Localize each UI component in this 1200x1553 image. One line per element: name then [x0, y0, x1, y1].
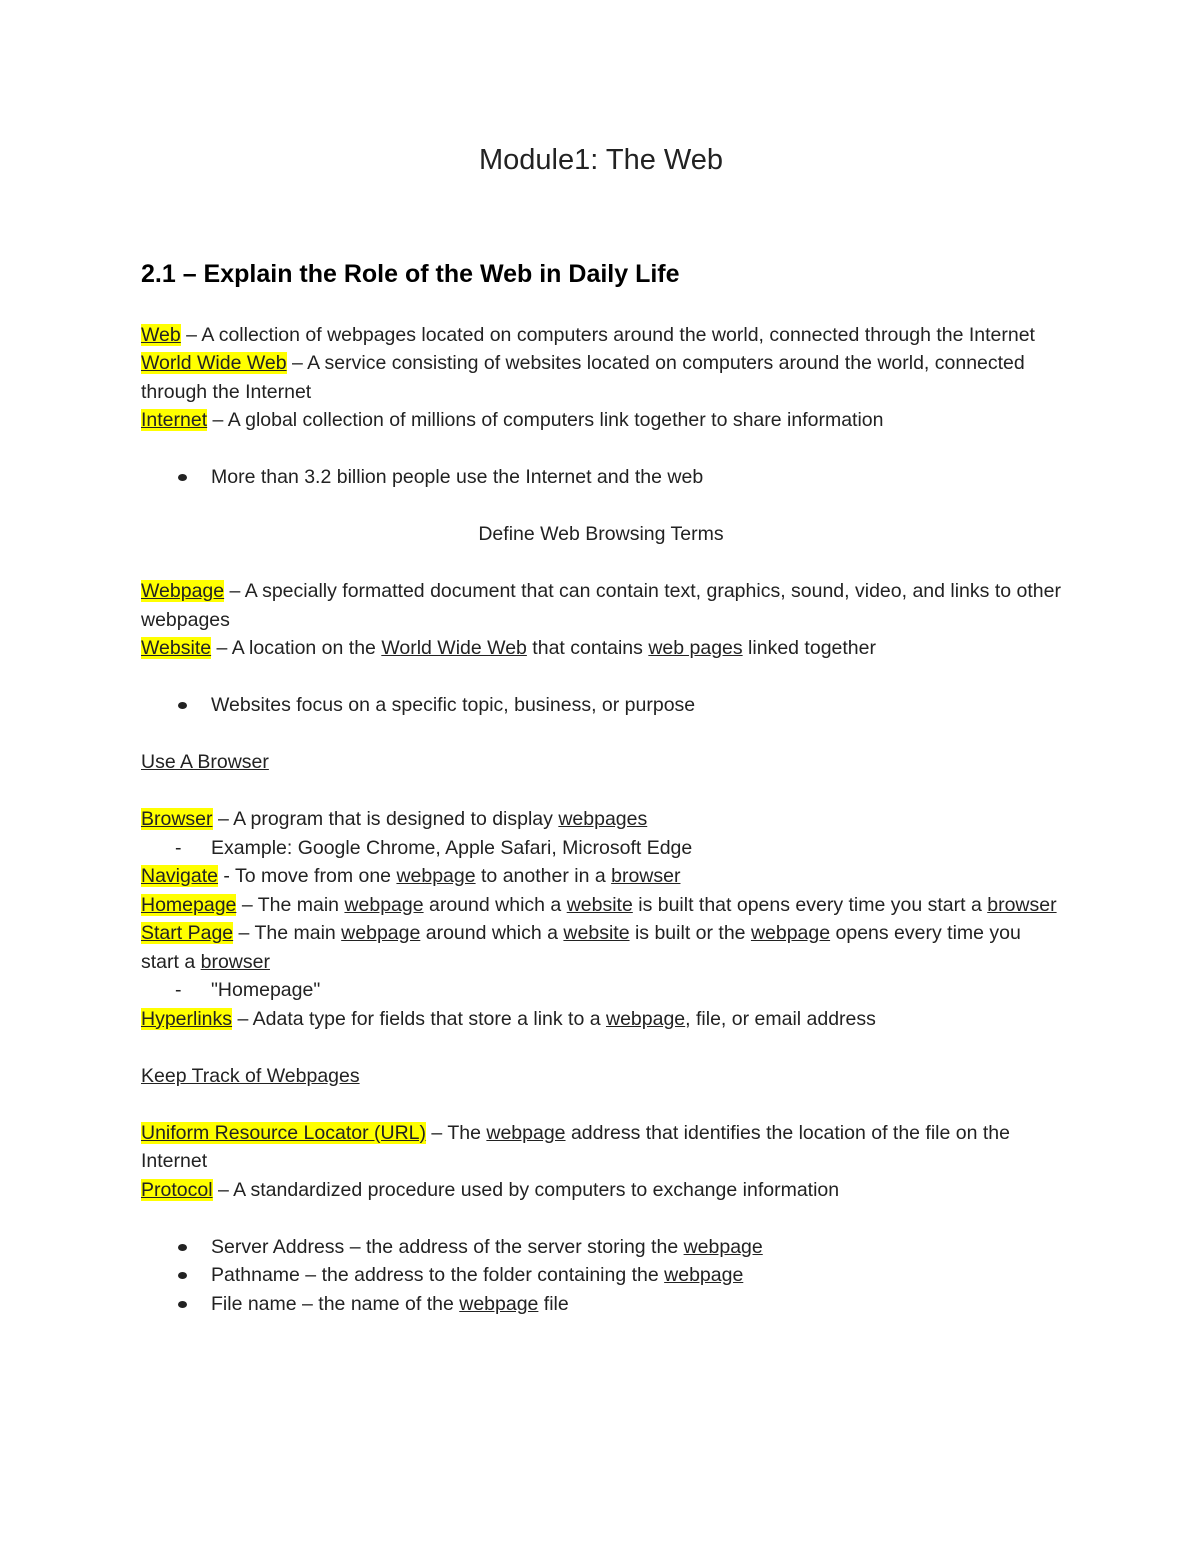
heading-use-a-browser: Use A Browser	[141, 751, 269, 773]
term-web: Web	[141, 323, 181, 346]
list-item: Server Address – the address of the server storing the webpage	[141, 1233, 1061, 1262]
definition-url: Uniform Resource Locator (URL) – The webpage address that identifies the location of the file on the Internet	[141, 1121, 1010, 1172]
list-item: Pathname – the address to the folder containing the webpage	[141, 1261, 1061, 1290]
subheading-define-terms: Define Web Browsing Terms	[478, 523, 724, 545]
dash-icon: -	[175, 836, 182, 859]
term-browser: Browser	[141, 808, 213, 830]
page-title: Module1: The Web	[479, 144, 723, 176]
dash-icon: -	[175, 979, 182, 1001]
link-browser[interactable]: browser	[200, 950, 270, 973]
link-webpage[interactable]: webpage	[341, 922, 421, 944]
heading-keep-track: Keep Track of Webpages	[141, 1064, 360, 1087]
term-webpage: Webpage	[141, 580, 225, 602]
link-web-pages[interactable]: web pages	[648, 637, 743, 659]
list-item: File name – the name of the webpage file	[141, 1290, 1061, 1319]
link-world-wide-web[interactable]: World Wide Web	[381, 637, 527, 659]
term-protocol: Protocol	[141, 1178, 213, 1201]
link-webpage[interactable]: webpage	[750, 922, 831, 944]
term-start-page: Start Page	[141, 922, 234, 944]
definition-homepage: Homepage – The main webpage around which a website is built that opens every time you start a browser	[141, 893, 1057, 916]
list-item: Websites focus on a specific topic, business, or purpose	[141, 691, 1061, 720]
link-webpage[interactable]: webpage	[396, 865, 476, 887]
link-browser[interactable]: browser	[611, 865, 681, 887]
definition-browser: Browser – A program that is designed to display webpages	[141, 808, 648, 830]
bullet-icon	[178, 1272, 187, 1279]
document-content	[141, 140, 1061, 1318]
link-webpage[interactable]: webpage	[664, 1264, 744, 1286]
term-homepage: Homepage	[141, 893, 237, 916]
term-hyperlinks: Hyperlinks	[141, 1007, 233, 1030]
bullet-icon	[178, 1301, 187, 1308]
definition-internet: Internet – A global collection of millions of computers link together to share information	[141, 409, 884, 431]
link-browser[interactable]: browser	[987, 893, 1057, 916]
link-website[interactable]: website	[563, 922, 630, 944]
bullet-icon	[178, 474, 187, 481]
definition-webpage: Webpage – A specially formatted document that can contain text, graphics, sound, video, and links to other webpages	[141, 580, 1061, 631]
link-webpage[interactable]: webpage	[486, 1121, 566, 1144]
bullet-icon	[178, 702, 187, 709]
link-webpages[interactable]: webpages	[558, 808, 648, 830]
link-webpage[interactable]: webpage	[344, 893, 424, 916]
link-webpage[interactable]: webpage	[459, 1292, 539, 1315]
term-world-wide-web: World Wide Web	[141, 352, 287, 374]
section-heading: 2.1 – Explain the Role of the Web in Daily Life	[141, 260, 680, 288]
list-item: More than 3.2 billion people use the Internet and the web	[141, 463, 1061, 492]
term-url: Uniform Resource Locator (URL)	[141, 1121, 427, 1144]
definition-website: Website – A location on the World Wide Web that contains web pages linked together	[141, 637, 876, 659]
definition-world-wide-web: World Wide Web – A service consisting of websites located on computers around the world, connected through the Internet	[141, 352, 1025, 403]
link-webpage[interactable]: webpage	[683, 1235, 763, 1258]
definition-protocol: Protocol – A standardized procedure used by computers to exchange information	[141, 1178, 840, 1201]
bullet-icon	[178, 1244, 187, 1251]
list-item: - Example: Google Chrome, Apple Safari, Microsoft Edge	[141, 834, 1061, 863]
definition-web: Web – A collection of webpages located on computers around the world, connected through the Internet	[141, 323, 1035, 346]
definition-hyperlinks: Hyperlinks – Adata type for fields that store a link to a webpage, file, or email address	[141, 1007, 876, 1030]
term-internet: Internet	[141, 409, 208, 431]
list-item: - "Homepage"	[141, 976, 1061, 1005]
term-website: Website	[141, 637, 212, 659]
link-website[interactable]: website	[566, 893, 633, 916]
definition-navigate: Navigate - To move from one webpage to another in a browser	[141, 865, 681, 887]
link-webpage[interactable]: webpage	[606, 1007, 686, 1030]
definition-start-page: Start Page – The main webpage around which a website is built or the webpage opens every time you start a browser	[141, 922, 1021, 973]
term-navigate: Navigate	[141, 865, 218, 887]
